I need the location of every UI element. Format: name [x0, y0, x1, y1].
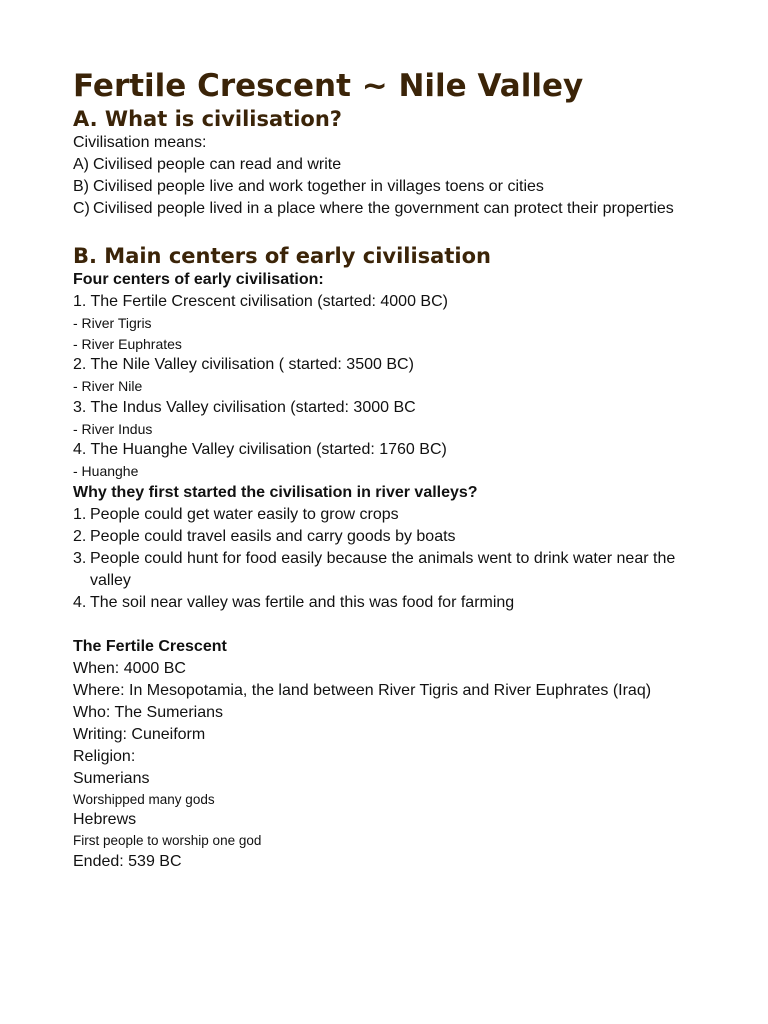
- section-fertile-crescent: [73, 636, 713, 873]
- center-name: 2. The Nile Valley civilisation ( started: 3500 BC): [73, 356, 414, 373]
- definition-item: [73, 154, 713, 176]
- reason-text: People could get water easily to grow crops: [90, 505, 399, 523]
- reason-marker: 3.: [73, 549, 87, 567]
- definition-item: [73, 198, 713, 220]
- reason-text: People could hunt for food easily because the animals went to drink water near the valley: [90, 549, 676, 589]
- river-item: - River Indus: [73, 420, 153, 437]
- fact-where: Where: In Mesopotamia, the land between River Tigris and River Euphrates (Iraq): [73, 681, 652, 699]
- religion-hebrews-note: First people to worship one god: [73, 833, 262, 848]
- reason-marker: 4.: [73, 593, 87, 611]
- fact-ended: Ended: 539 BC: [73, 852, 182, 870]
- centers-subheading: Four centers of early civilisation:: [73, 271, 324, 288]
- section-main-centers: [73, 243, 713, 614]
- fertile-crescent-heading: The Fertile Crescent: [73, 637, 227, 655]
- definition-marker: C): [73, 200, 90, 217]
- definition-item: [73, 176, 713, 198]
- river-item: - River Tigris: [73, 315, 152, 331]
- section-spacer: [73, 614, 713, 636]
- fact-writing: Writing: Cuneiform: [73, 725, 206, 743]
- river-item: - Huanghe: [73, 463, 139, 479]
- definition-text: Civilised people can read and write: [93, 156, 342, 173]
- document-content: [73, 66, 713, 873]
- reason-text: The soil near valley was fertile and this was food for farming: [90, 593, 515, 611]
- section-a-heading: A. What is civilisation?: [73, 107, 342, 131]
- fact-religion: Religion:: [73, 747, 136, 765]
- reason-item: [73, 526, 713, 548]
- reason-text: People could travel easils and carry goods by boats: [90, 527, 456, 545]
- center-name: 4. The Huanghe Valley civilisation (started: 1760 BC): [73, 441, 447, 458]
- fact-when: When: 4000 BC: [73, 659, 186, 677]
- why-heading: Why they first started the civilisation in river valleys?: [73, 483, 478, 501]
- reason-marker: 1.: [73, 505, 87, 523]
- reason-marker: 2.: [73, 527, 87, 545]
- religion-sumerians: Sumerians: [73, 769, 150, 787]
- definition-marker: B): [73, 178, 89, 195]
- definition-text: Civilised people lived in a place where the government can protect their properties: [93, 200, 674, 217]
- religion-sumerians-note: Worshipped many gods: [73, 791, 215, 807]
- center-name: 3. The Indus Valley civilisation (started: 3000 BC: [73, 398, 416, 416]
- center-name: 1. The Fertile Crescent civilisation (started: 4000 BC): [73, 293, 448, 310]
- definition-marker: A): [73, 156, 89, 173]
- section-what-is-civilisation: [73, 106, 713, 220]
- definition-text: Civilised people live and work together in villages toens or cities: [93, 178, 544, 195]
- religion-hebrews: Hebrews: [73, 811, 137, 828]
- page-title: Fertile Crescent ~ Nile Valley: [73, 68, 584, 104]
- fact-who: Who: The Sumerians: [73, 703, 223, 721]
- river-item: - River Euphrates: [73, 335, 182, 352]
- section-b-heading: B. Main centers of early civilisation: [73, 244, 491, 268]
- section-spacer: [73, 220, 713, 243]
- reason-item: [73, 504, 713, 526]
- reason-item: [73, 592, 713, 614]
- river-item: - River Nile: [73, 378, 143, 394]
- section-a-intro: Civilisation means:: [73, 134, 207, 151]
- reason-item: [73, 548, 713, 592]
